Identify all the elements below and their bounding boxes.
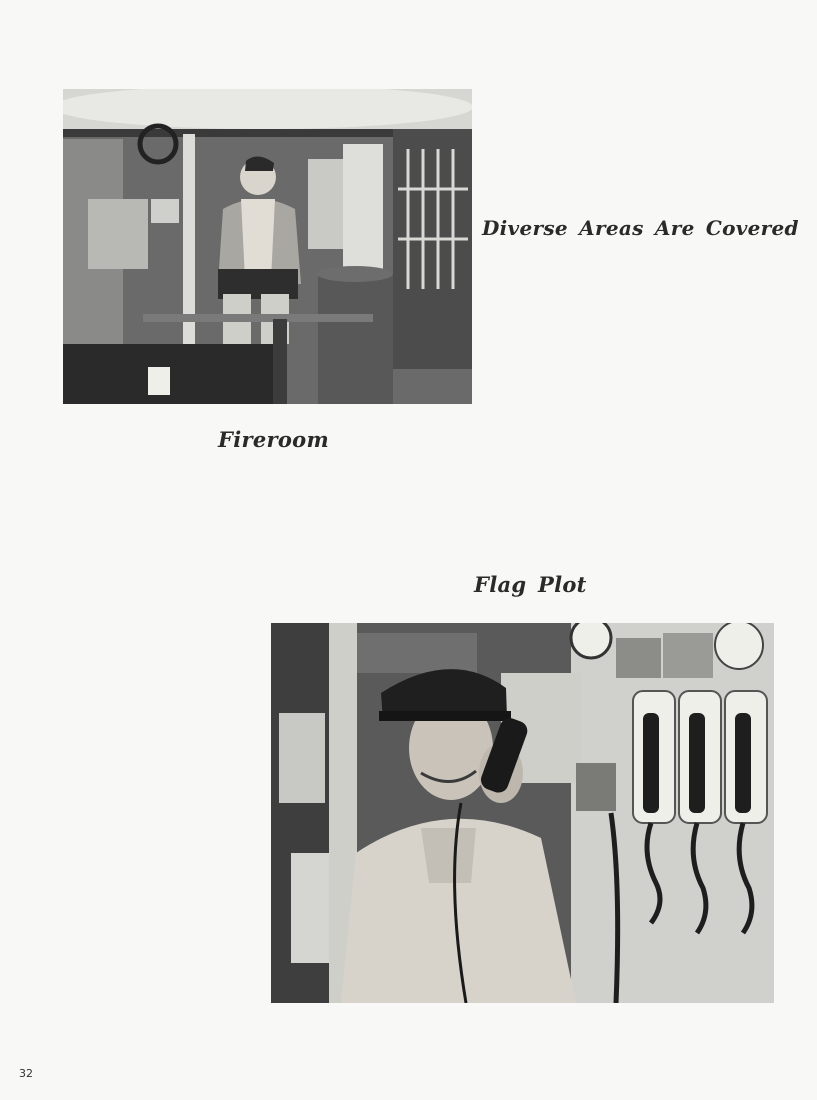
flag-plot-caption: Flag Plot — [474, 572, 587, 597]
page-number: 32 — [19, 1067, 33, 1080]
fireroom-photo — [63, 89, 472, 404]
fireroom-caption: Fireroom — [218, 427, 330, 452]
flag-plot-photo — [271, 623, 774, 1003]
page-headline: Diverse Areas Are Covered — [482, 216, 799, 240]
